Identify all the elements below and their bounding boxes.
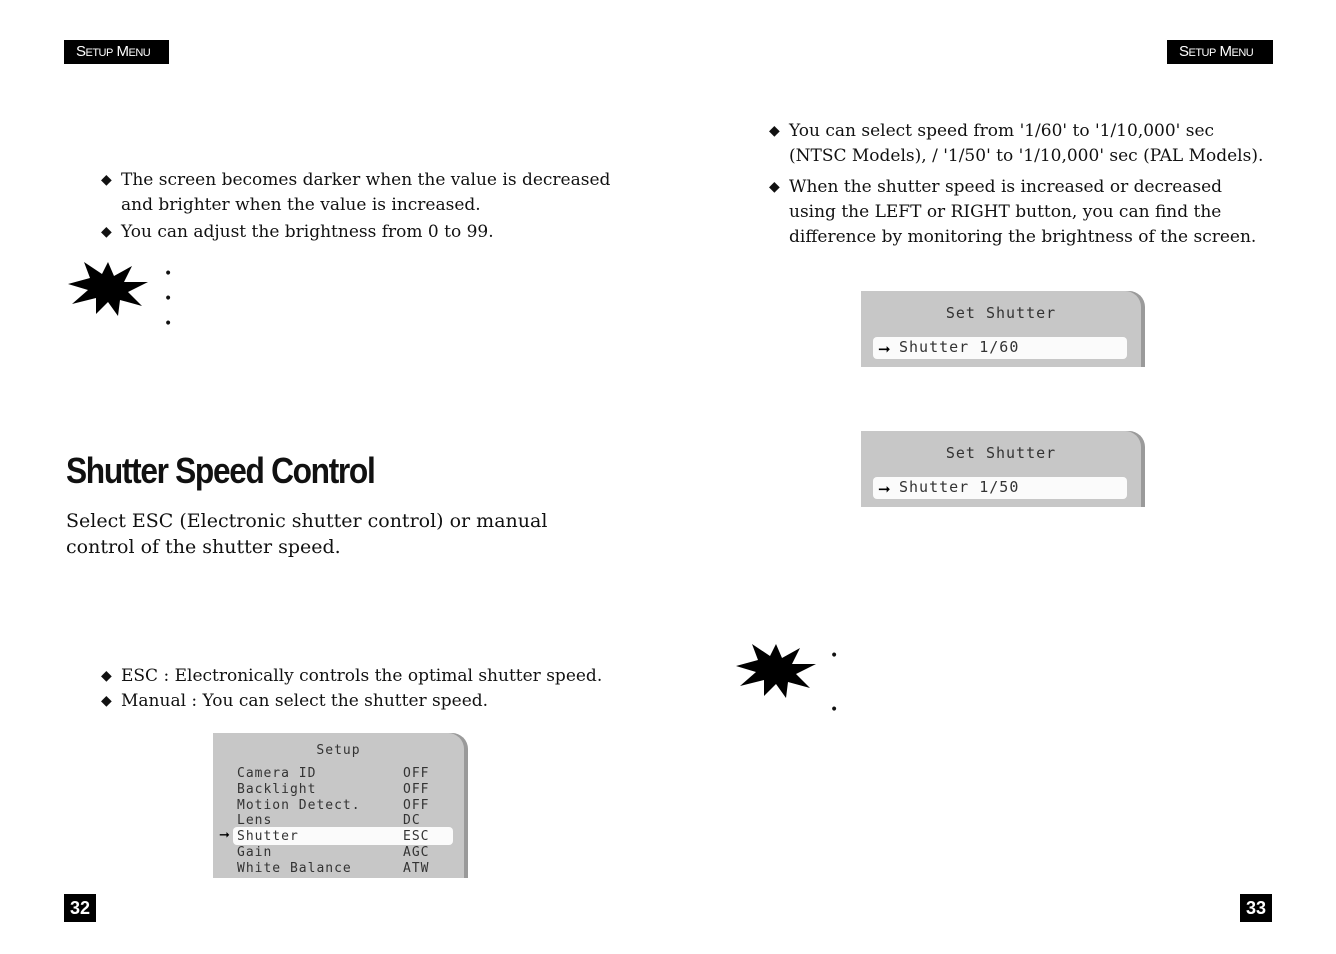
shutter-value[interactable]: Shutter 1/60 xyxy=(899,338,1020,356)
section-title: Shutter Speed Control xyxy=(66,450,375,491)
setup-menu-title: Setup xyxy=(316,743,361,758)
bullet-speed-range: ◆ You can select speed from '1/60' to '1/10,000' sec (NTSC Models), / '1/50' to '1/10,000' sec (PAL Models). xyxy=(769,121,1264,166)
set-shutter-screen-ntsc xyxy=(861,291,1141,367)
diamond-icon: ◆ xyxy=(101,668,112,684)
starburst-icon xyxy=(734,640,818,700)
bullet-brightness-1: ◆ The screen becomes darker when the value is decreased and brighter when the value is increased. xyxy=(101,170,611,215)
diamond-icon: ◆ xyxy=(101,693,112,709)
note-bullet: • xyxy=(164,266,173,282)
set-shutter-title: Set Shutter xyxy=(945,304,1057,322)
note-bullet: • xyxy=(830,648,839,664)
set-shutter-screen-pal xyxy=(861,431,1141,507)
note-bullet: • xyxy=(830,702,839,718)
header-tab-right: Setup Menu xyxy=(1167,40,1273,64)
set-shutter-title: Set Shutter xyxy=(945,444,1057,462)
header-tab-left: Setup Menu xyxy=(64,40,169,64)
bullet-esc: ◆ ESC : Electronically controls the optimal shutter speed. xyxy=(101,664,611,689)
page-number-left: 32 xyxy=(64,894,96,922)
arrow-right-icon: ➞ xyxy=(878,480,891,498)
section-intro: Select ESC (Electronic shutter control) or manual control of the shutter speed. xyxy=(66,510,548,558)
arrow-right-icon: ➞ xyxy=(219,828,230,843)
diamond-icon: ◆ xyxy=(101,172,112,188)
bullet-brightness-2: ◆ You can adjust the brightness from 0 to 99. xyxy=(101,220,611,245)
diamond-icon: ◆ xyxy=(769,179,780,195)
page-number-right: 33 xyxy=(1240,894,1272,922)
shutter-value[interactable]: Shutter 1/50 xyxy=(899,478,1020,496)
arrow-right-icon: ➞ xyxy=(878,340,891,358)
diamond-icon: ◆ xyxy=(769,123,780,139)
diamond-icon: ◆ xyxy=(101,224,112,240)
setup-menu-screen: Setup ➞ Camera ID OFF Backlight OFF Motion Detect. OFF Lens DC Shutter ESC Gain AGC White Balance ATW xyxy=(213,733,464,878)
bullet-brightness-monitor: ◆ When the shutter speed is increased or decreased using the LEFT or RIGHT button, you can find the difference by monitoring the brightness of the screen. xyxy=(769,177,1257,247)
note-bullet: • xyxy=(164,316,173,332)
note-bullet: • xyxy=(164,291,173,307)
starburst-icon xyxy=(66,258,150,318)
bullet-manual: ◆ Manual : You can select the shutter speed. xyxy=(101,689,611,714)
